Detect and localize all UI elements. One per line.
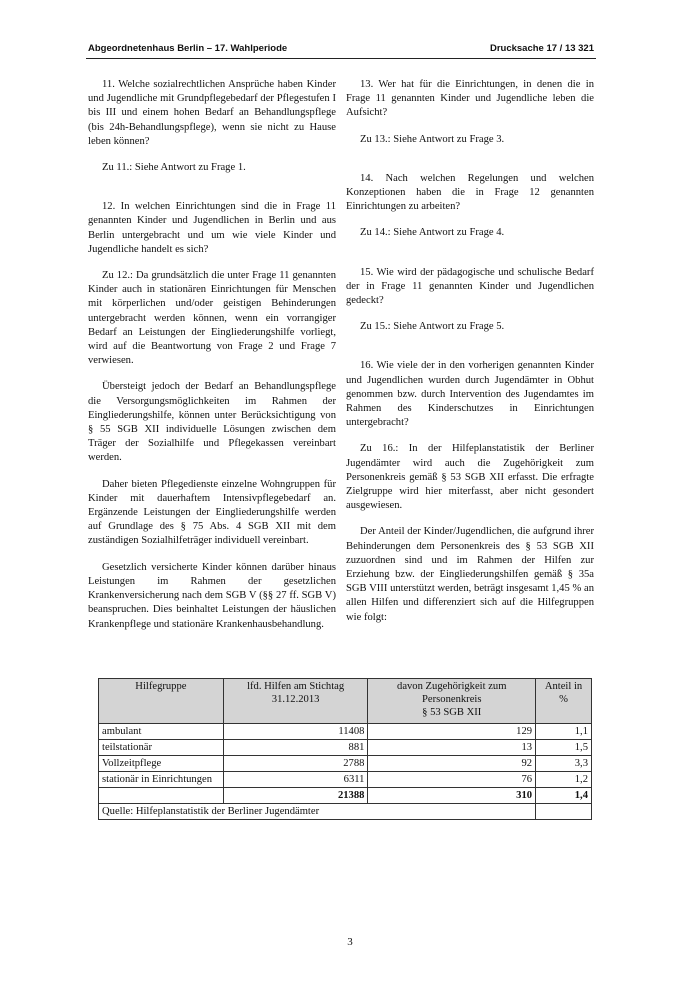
cell-total-lfd-hilfen: 21388 — [223, 788, 368, 804]
table-row — [99, 756, 592, 772]
question-12: 12. In welchen Einrichtungen sind die in Frage 11 genannten Kinder und Jugendlichen in Berlin und aus Berlin untergebracht und um wie viele Kinder und Jugendliche handelt es sich? — [88, 201, 336, 255]
header-hilfegruppe: Hilfegruppe — [99, 679, 224, 724]
answer-16: Zu 16.: In der Hilfeplanstatistik der Berliner Jugendämter wird auch die Zugehörigkeit zum Personenkreis gemäß § 53 SGB XII erfasst. Die erfragte Zielgruppe wird hier miterfasst, aber nicht gesondert ausgewiesen. — [346, 443, 594, 512]
cell-lfd-hilfen: 6311 — [223, 772, 368, 788]
cell-lfd-hilfen: 881 — [223, 740, 368, 756]
cell-total-personenkreis: 310 — [368, 788, 536, 804]
answer-13: Zu 13.: Siehe Antwort zu Frage 3. — [360, 133, 505, 145]
table-row — [99, 772, 592, 788]
cell-personenkreis: 92 — [368, 756, 536, 772]
cell-lfd-hilfen: 11408 — [223, 724, 368, 740]
left-column — [88, 78, 336, 644]
page-header — [88, 43, 594, 57]
page-number: 3 — [347, 936, 353, 948]
table-header-row — [99, 679, 592, 724]
header-anteil: Anteil in % — [536, 679, 592, 724]
cell-hilfegruppe: teilstationär — [99, 740, 224, 756]
question-11: 11. Welche sozialrechtlichen Ansprüche haben Kinder und Jugendliche mit Grundpflegebedarf der Pflegestufen I bis III und einem hohen Bedarf an Behandlungspflege (bis 24h-Behandlungspflege), wenn sie nicht zu Hause leben können? — [88, 79, 336, 147]
question-16: 16. Wie viele der in den vorherigen genannten Kinder und Jugendlichen wurden durch Jugendämter in Obhut genommen bzw. durch Intervention des Jugendamtes im Rahmen des Kinderschutzes in Einrichtungen untergebracht? — [346, 360, 594, 429]
table-row — [99, 724, 592, 740]
question-13: 13. Wer hat für die Einrichtungen, in denen die in Frage 11 genannten Kinder und Jugendliche leben die Aufsicht? — [346, 79, 594, 119]
cell-personenkreis: 76 — [368, 772, 536, 788]
answer-11: Zu 11.: Siehe Antwort zu Frage 1. — [102, 162, 246, 174]
cell-anteil: 3,3 — [536, 756, 592, 772]
statistics-table — [98, 678, 592, 820]
table-row — [99, 740, 592, 756]
cell-total-anteil: 1,4 — [536, 788, 592, 804]
cell-source-blank — [536, 804, 592, 820]
cell-anteil: 1,2 — [536, 772, 592, 788]
cell-hilfegruppe: stationär in Einrichtungen — [99, 772, 224, 788]
right-column — [346, 78, 594, 637]
paragraph-wohngruppen: Daher bieten Pflegedienste einzelne Wohngruppen für Kinder mit dauerhaftem Intensivpflegebedarf an. Ergänzende Leistungen der Eingliederungshilfe werden auf Grundlage des § 75 Abs. 4 SGB XII mit dem zuständigen Sozialhilfeträger individuell vereinbart. — [88, 478, 336, 547]
cell-personenkreis: 129 — [368, 724, 536, 740]
paragraph-behandlungspflege: Übersteigt jedoch der Bedarf an Behandlungspflege die Versorgungsmöglichkeiten im Rahmen der Eingliederungshilfe, können unter Berücksichtigung von § 55 SGB XII individuelle Lösungen zwischen dem Träger der Sozialhilfe und Pflegekassen vereinbart werden. — [88, 381, 336, 464]
table-source: Quelle: Hilfeplanstatistik der Berliner Jugendämter — [99, 804, 536, 820]
question-14: 14. Nach welchen Regelungen und welchen Konzeptionen haben die in Frage 12 genannten Einrichtungen zu arbeiten? — [346, 172, 594, 213]
cell-hilfegruppe: Vollzeitpflege — [99, 756, 224, 772]
question-15: 15. Wie wird der pädagogische und schulische Bedarf der in Frage 11 genannten Kinder und Jugendlichen gedeckt? — [346, 266, 594, 307]
paragraph-krankenversicherung: Gesetzlich versicherte Kinder können darüber hinaus Leistungen im Rahmen der gesetzlichen Krankenversicherung nach dem SGB V (§§ 27 ff. SGB V) beanspruchen. Dies beinhaltet Leistungen der häuslichen Krankenpflege und stationäre Krankenhausbehandlung. — [88, 561, 336, 630]
table-source-row — [99, 804, 592, 820]
table-total-row — [99, 788, 592, 804]
cell-anteil: 1,5 — [536, 740, 592, 756]
header-publication: Abgeordnetenhaus Berlin – 17. Wahlperiode — [88, 43, 288, 54]
cell-anteil: 1,1 — [536, 724, 592, 740]
answer-15: Zu 15.: Siehe Antwort zu Frage 5. — [360, 321, 505, 333]
header-document-number: Drucksache 17 / 13 321 — [489, 43, 594, 54]
paragraph-anteil: Der Anteil der Kinder/Jugendlichen, die aufgrund ihrer Behinderungen dem Personenkreis des § 53 SGB XII zuzuordnen sind und im Rahmen der Hilfen zur Erziehung bzw. der Eingliederungshilfen gemäß § 35a SGB VIII unterstützt werden, beträgt insgesamt 1,45 % an allen Hilfen und differenziert sich auf die Hilfegruppen wie folgt: — [346, 526, 594, 623]
header-rule — [86, 58, 596, 59]
header-personenkreis: davon Zugehörigkeit zum Personenkreis § 53 SGB XII — [368, 679, 536, 724]
header-lfd-hilfen: lfd. Hilfen am Stichtag 31.12.2013 — [223, 679, 368, 724]
answer-14: Zu 14.: Siehe Antwort zu Frage 4. — [360, 227, 505, 239]
cell-lfd-hilfen: 2788 — [223, 756, 368, 772]
cell-total-label — [99, 788, 224, 804]
cell-hilfegruppe: ambulant — [99, 724, 224, 740]
answer-12: Zu 12.: Da grundsätzlich die unter Frage 11 genannten Kinder auch in stationären Einrichtungen für Menschen mit körperlichen und/oder geistigen Behinderungen untergebracht werden können, wenn ein vorrangiger Bedarf an Leistungen der Eingliederungshilfe vorliegt, wird auf die Beantwortung von Frage 2 und Frage 7 verwiesen. — [88, 270, 336, 367]
cell-personenkreis: 13 — [368, 740, 536, 756]
